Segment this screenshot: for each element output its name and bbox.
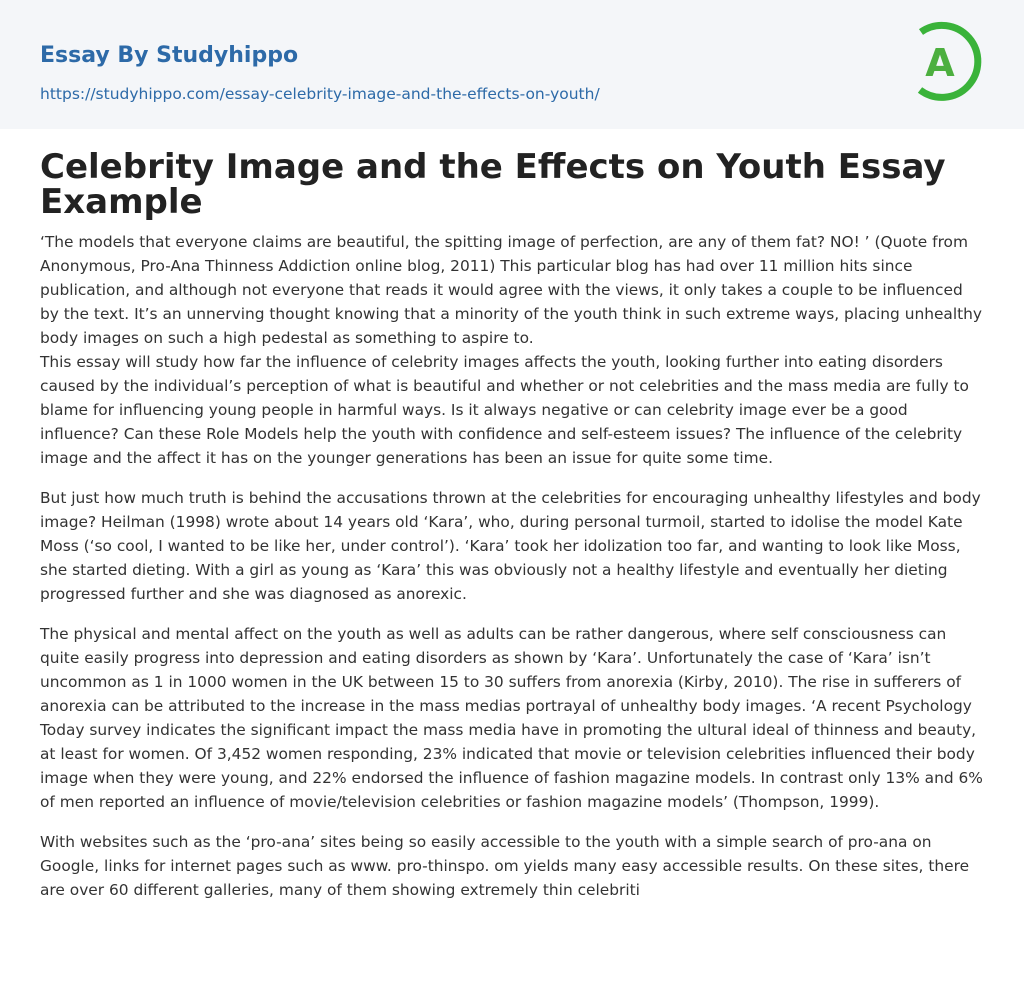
- logo-letter: A: [925, 41, 955, 85]
- essay-url-link[interactable]: https://studyhippo.com/essay-celebrity-image-and-the-effects-on-youth/: [40, 85, 600, 103]
- site-title[interactable]: Essay By Studyhippo: [40, 43, 299, 68]
- paragraph: The physical and mental affect on the youth as well as adults can be rather dangerous, where self consciousness can quite easily progress into depression and eating disorders as shown by ‘Kara’. Unfortunately the case of ‘Kara’ isn’t uncommon as 1 in 1000 women in the UK between 15 to 30 suffers from anorexia (Kirby, 2010). The rise in sufferers of anorexia can be attributed to the increase in the mass medias portrayal of unhealthy body images. ‘A recent Psychology Today survey indicates the significant impact the mass media have in promoting the ultural ideal of thinness and beauty, at least for women. Of 3,452 women responding, 23% indicated that movie or television celebrities influenced their body image when they were young, and 22% endorsed the influence of fashion magazine models. In contrast only 13% and 6% of men reported an influence of movie/television celebrities or fashion magazine models’ (Thompson, 1999).: [40, 625, 983, 811]
- paragraph: But just how much truth is behind the accusations thrown at the celebrities for encouraging unhealthy lifestyles and body image? Heilman (1998) wrote about 14 years old ‘Kara’, who, during personal turmoil, started to idolise the model Kate Moss (‘so cool, I wanted to be like her, under control’). ‘Kara’ took her idolization too far, and wanting to look like Moss, she started dieting. With a girl as young as ‘Kara’ this was obviously not a healthy lifestyle and eventually her dieting progressed further and she was diagnosed as anorexic.: [40, 489, 981, 603]
- paragraph: This essay will study how far the influence of celebrity images affects the youth, looking further into eating disorders caused by the individual’s perception of what is beautiful and whether or not celebrities and the mass media are fully to blame for influencing young people in harmful ways. Is it always negative or can celebrity image ever be a good influence? Can these Role Models help the youth with confidence and self-esteem issues? The influence of the celebrity image and the affect it has on the younger generations has been an issue for quite some time.: [40, 353, 969, 467]
- paragraph: With websites such as the ‘pro-ana’ sites being so easily accessible to the youth with a simple search of pro-ana on Google, links for internet pages such as www. pro-thinspo. om yields many easy accessible results. On these sites, there are over 60 different galleries, many of them showing extremely thin celebriti: [40, 833, 970, 899]
- article: [40, 147, 986, 902]
- page-title: Celebrity Image and the Effects on Youth Essay Example: [40, 147, 946, 222]
- studyhippo-logo-icon[interactable]: [912, 19, 986, 105]
- site-header: [0, 0, 1024, 129]
- paragraph: ‘The models that everyone claims are beautiful, the spitting image of perfection, are any of them fat? NO! ’ (Quote from Anonymous, Pro-Ana Thinness Addiction online blog, 2011) This particular blog has had over 11 million hits since publication, and although not everyone that reads it would agree with the views, it only takes a couple to be influenced by the text. It’s an unnerving thought knowing that a minority of the youth think in such extreme ways, placing unhealthy body images on such a high pedestal as something to aspire to.: [40, 233, 983, 347]
